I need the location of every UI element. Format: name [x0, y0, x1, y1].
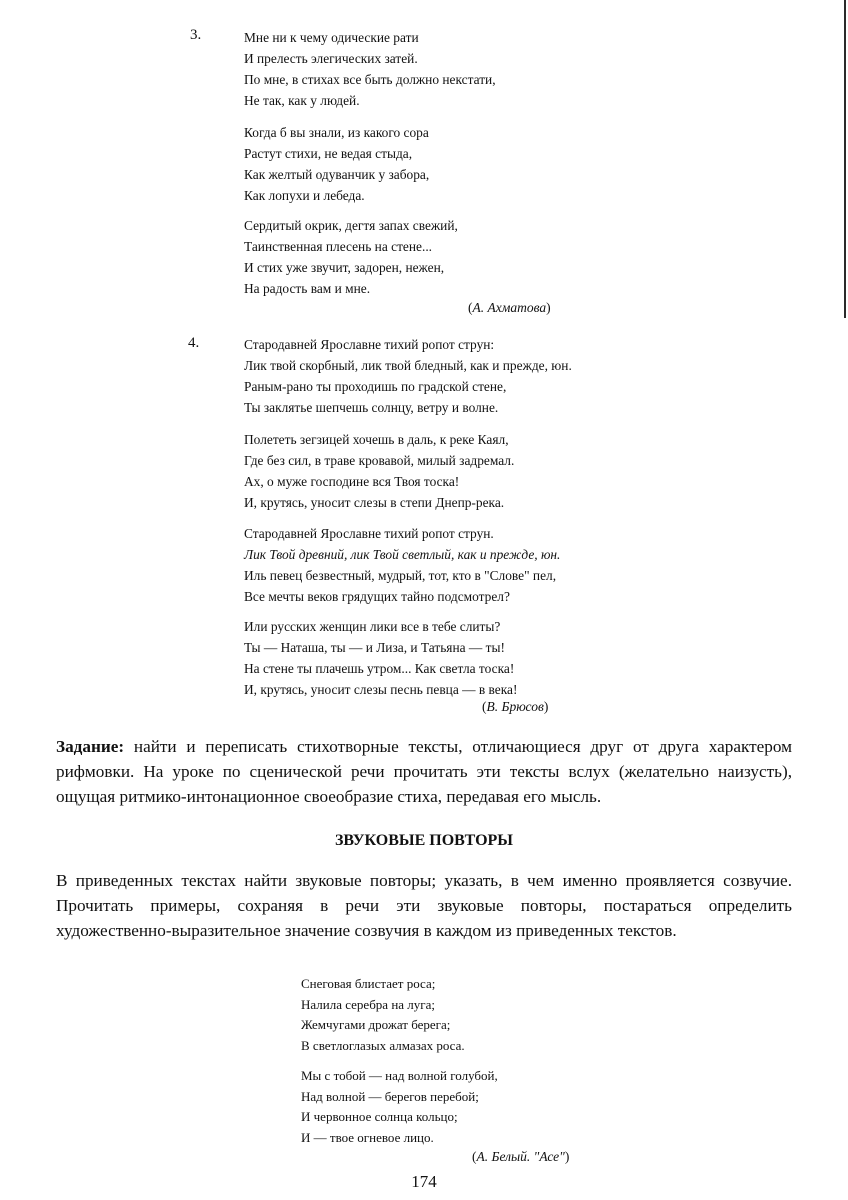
- verse-line: Лик твой скорбный, лик твой бледный, как и прежде, юн.: [244, 358, 572, 373]
- verse-line: Ты заклятье шепчешь солнцу, ветру и волне.: [244, 400, 499, 415]
- instruction-paragraph: В приведенных текстах найти звуковые повторы; указать, в чем именно проявляется созвучие. Прочитать примеры, сохраняя в речи эти звуковые повторы, постараться определить художественно-выразительное значение созвучия в каждом из приведенных текстов.: [56, 871, 792, 940]
- author-name: А. Ахматова: [472, 300, 547, 315]
- verse-line: И прелесть элегических затей.: [244, 51, 418, 66]
- stanza: [244, 27, 496, 111]
- verse-line: Мы с тобой — над волной голубой,: [301, 1068, 498, 1083]
- verse-line: Снеговая блистает роса;: [301, 976, 436, 991]
- poem-author: (В. Брюсов): [482, 699, 549, 714]
- verse-line: Растут стихи, не ведая стыда,: [244, 146, 413, 161]
- verse-line: Стародавней Ярославне тихий ропот струн.: [244, 526, 494, 541]
- stanza: [244, 334, 572, 418]
- stanza: [244, 122, 429, 206]
- poem-author: (А. Белый. "Асе"): [472, 1149, 570, 1164]
- stanza: [301, 974, 465, 1056]
- stanza: [244, 523, 560, 607]
- poem-number: 3.: [190, 27, 202, 43]
- verse-line: И стих уже звучит, задорен, нежен,: [244, 260, 445, 275]
- stanza: [244, 429, 514, 513]
- page-number: 174: [411, 1172, 437, 1191]
- verse-line: Иль певец безвестный, мудрый, тот, кто в "Слове" пел,: [244, 568, 557, 583]
- verse-line: И, крутясь, уносит слезы песнь певца — в века!: [244, 682, 518, 697]
- author-name: А. Белый. "Асе": [476, 1149, 565, 1164]
- section-heading: ЗВУКОВЫЕ ПОВТОРЫ: [334, 832, 513, 849]
- scan-edge-shadow: [844, 0, 846, 318]
- verse-line: На стене ты плачешь утром... Как светла тоска!: [244, 661, 515, 676]
- verse-line: По мне, в стихах все быть должно некстати,: [244, 72, 496, 87]
- verse-line: В светлоглазых алмазах роса.: [301, 1037, 465, 1053]
- verse-line: Жемчугами дрожат берега;: [301, 1017, 451, 1032]
- verse-line: Когда б вы знали, из какого сора: [244, 125, 429, 140]
- stanza: [244, 616, 517, 700]
- verse-line: Ты — Наташа, ты — и Лиза, и Татьяна — ты!: [244, 640, 505, 655]
- task-paragraph: [56, 734, 792, 809]
- stanza: [244, 215, 458, 299]
- verse-line: Все мечты веков грядущих тайно подсмотрел?: [244, 589, 510, 604]
- verse-line: Раным-рано ты проходишь по градской стене,: [244, 379, 507, 394]
- verse-line: На радость вам и мне.: [244, 281, 371, 296]
- verse-line: Полететь зегзицей хочешь в даль, к реке Каял,: [244, 432, 509, 447]
- verse-line: Где без сил, в траве кровавой, милый задремал.: [244, 453, 515, 468]
- task-text: найти и переписать стихотворные тексты, отличающиеся друг от друга характером рифмовки. На уроке по сценической речи прочитать эти тексты вслух (желательно наизусть), ощущая ритмико-интонационное своеобразие стиха, передавая его мысль.: [56, 737, 792, 806]
- verse-line: Над волной — берегов перебой;: [301, 1088, 479, 1104]
- verse-line: И, крутясь, уносит слезы в степи Днепр-река.: [244, 495, 505, 510]
- verse-line: Не так, как у людей.: [244, 93, 360, 108]
- verse-line: Сердитый окрик, дегтя запах свежий,: [244, 218, 458, 233]
- verse-line: И — твое огневое лицо.: [301, 1129, 434, 1145]
- verse-line: И червонное солнца кольцо;: [301, 1109, 458, 1124]
- verse-line: Лик Твой древний, лик Твой светлый, как и прежде, юн.: [244, 547, 561, 562]
- verse-line: Стародавней Ярославне тихий ропот струн:: [244, 337, 495, 352]
- verse-line: Мне ни к чему одические рати: [244, 30, 419, 45]
- poem-number: 4.: [188, 335, 200, 351]
- verse-line: Ах, о муже господине вся Твоя тоска!: [244, 474, 460, 489]
- poem-author: (А. Ахматова): [468, 300, 551, 315]
- verse-line: Или русских женщин лики все в тебе слиты?: [244, 619, 501, 634]
- verse-line: Налила серебра на луга;: [301, 996, 436, 1012]
- verse-line: Как желтый одуванчик у забора,: [244, 167, 430, 182]
- verse-line: Таинственная плесень на стене...: [244, 239, 433, 254]
- task-label: Задание:: [56, 737, 125, 756]
- verse-line: Как лопухи и лебеда.: [244, 188, 365, 203]
- stanza: [301, 1066, 498, 1148]
- author-name: В. Брюсов: [486, 699, 544, 714]
